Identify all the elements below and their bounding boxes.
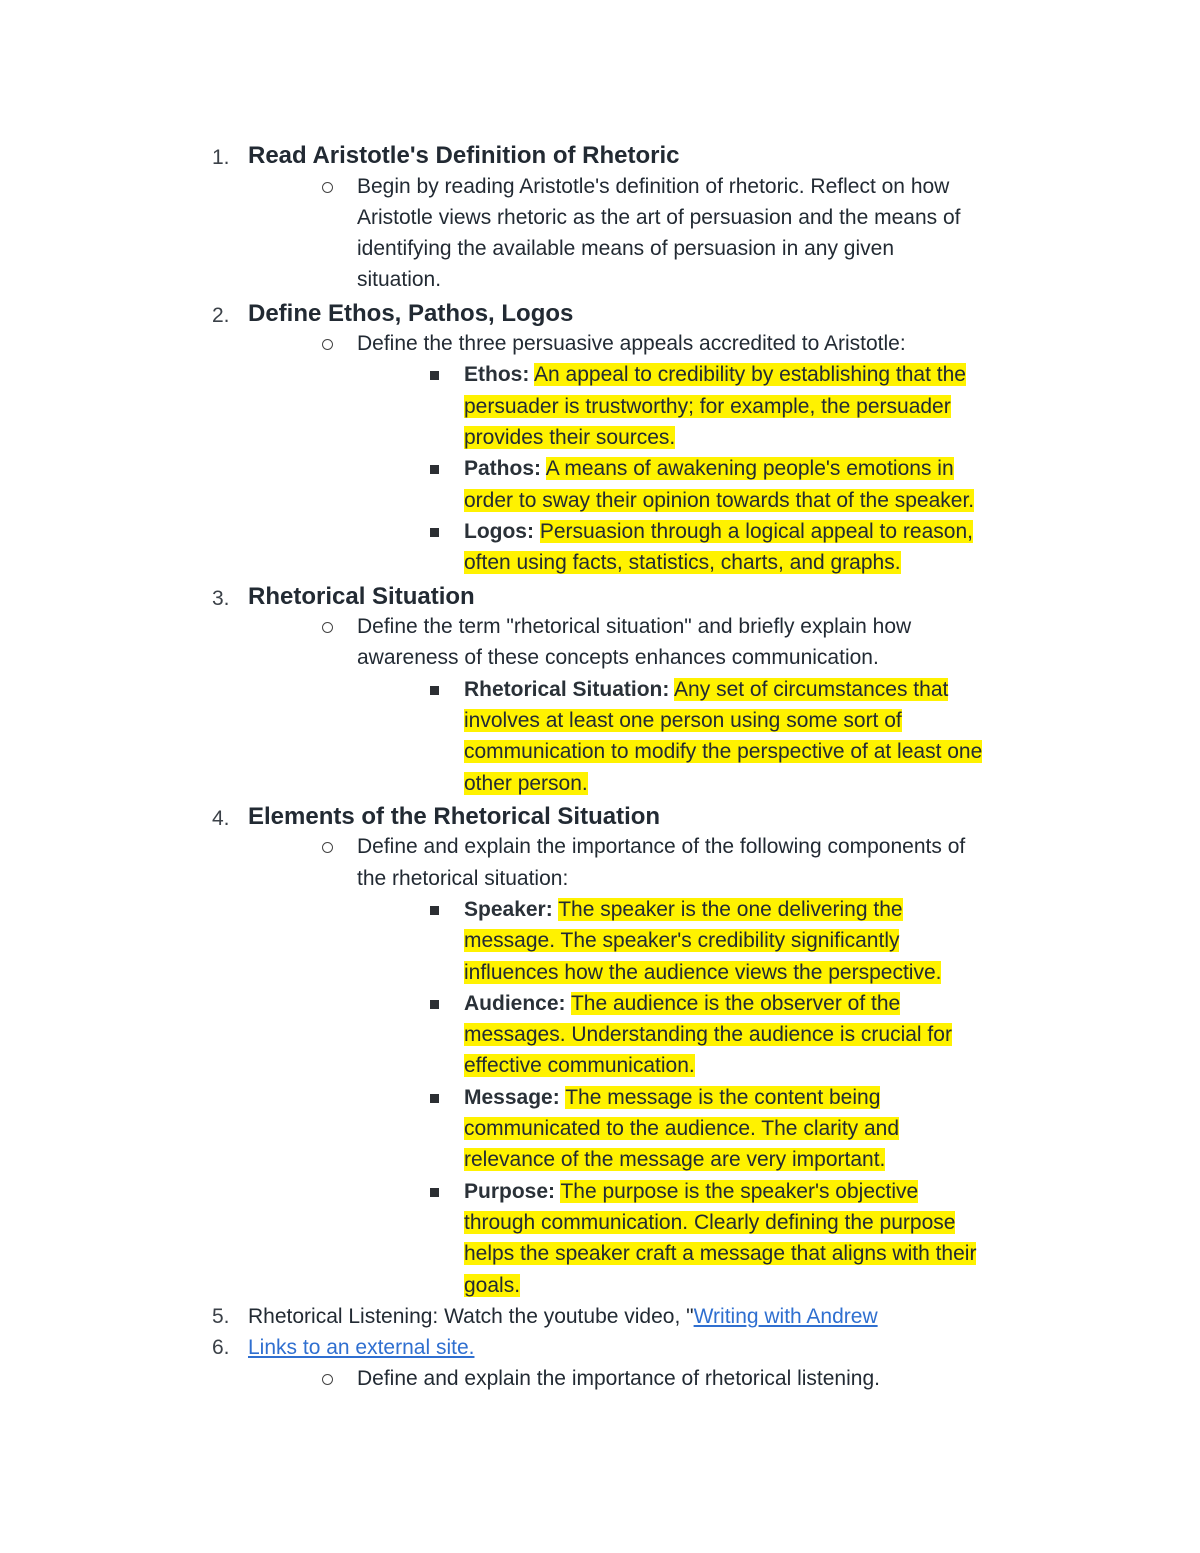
sub-bullet-line xyxy=(0,611,1200,642)
assignment-outline xyxy=(0,138,1200,1395)
square-bullet-icon xyxy=(430,1000,439,1009)
section-heading: Define Ethos, Pathos, Logos xyxy=(248,299,574,327)
highlighted-definition: Any set of circumstances that xyxy=(674,677,949,701)
hollow-circle-bullet-icon xyxy=(322,842,333,853)
highlighted-definition: Persuasion through a logical appeal to reason, xyxy=(539,519,973,543)
definition-term: Audience: xyxy=(464,991,566,1015)
definition-line xyxy=(0,705,1200,736)
sub-bullet-line xyxy=(0,831,1200,862)
definition-line xyxy=(0,988,1200,1019)
definition-term: Purpose: xyxy=(464,1179,556,1203)
section-heading-row xyxy=(0,799,1200,832)
definition-line xyxy=(0,547,1200,578)
definition-text xyxy=(464,736,982,767)
definition-text xyxy=(464,453,954,484)
highlighted-definition: persuader is trustworthy; for example, the persuader xyxy=(464,394,951,418)
definition-line xyxy=(0,1050,1200,1081)
list-item-text xyxy=(248,1332,474,1363)
definition-line xyxy=(0,516,1200,547)
definition-text xyxy=(464,547,901,578)
definition-text xyxy=(464,1270,520,1301)
definition-text xyxy=(464,1050,695,1081)
external-site-link[interactable]: Links to an external site. xyxy=(248,1336,475,1360)
definition-text xyxy=(464,1113,899,1144)
definition-text xyxy=(464,516,973,547)
definition-line xyxy=(0,1082,1200,1113)
definition-line xyxy=(0,485,1200,516)
sub-bullet-text: Aristotle views rhetoric as the art of persuasion and the means of xyxy=(357,205,961,229)
section-heading-row xyxy=(0,579,1200,612)
definition-line xyxy=(0,925,1200,956)
definition-line xyxy=(0,1019,1200,1050)
highlighted-definition: helps the speaker craft a message that aligns with their xyxy=(464,1242,977,1266)
definition-text xyxy=(464,674,948,705)
definition-term: Pathos: xyxy=(464,457,542,481)
definition-line xyxy=(0,674,1200,705)
highlighted-definition: communicated to the audience. The clarity and xyxy=(464,1117,900,1141)
square-bullet-icon xyxy=(430,371,439,380)
sub-bullet-line xyxy=(0,264,1200,295)
square-bullet-icon xyxy=(430,686,439,695)
section-heading: Read Aristotle's Definition of Rhetoric xyxy=(248,142,680,169)
definition-term: Speaker: xyxy=(464,897,553,921)
definition-line xyxy=(0,736,1200,767)
definition-line xyxy=(0,453,1200,484)
definition-text xyxy=(464,1238,976,1269)
highlighted-definition: An appeal to credibility by establishing that the xyxy=(534,363,966,387)
list-number: 1. xyxy=(212,146,230,169)
definition-line xyxy=(0,957,1200,988)
rhetorical-listening-text: Rhetorical Listening: Watch the youtube video, " xyxy=(248,1304,694,1328)
sub-bullet-text: situation. xyxy=(357,268,442,292)
definition-term: Rhetorical Situation: xyxy=(464,677,670,701)
definition-text xyxy=(464,485,974,516)
definition-term: Message: xyxy=(464,1085,560,1109)
hollow-circle-bullet-icon xyxy=(322,182,333,193)
definition-line xyxy=(0,1113,1200,1144)
square-bullet-icon xyxy=(430,1094,439,1103)
sub-bullet-line xyxy=(0,328,1200,359)
definition-text xyxy=(464,359,966,390)
list-number: 2. xyxy=(212,303,230,327)
list-number: 4. xyxy=(212,806,230,830)
definition-line xyxy=(0,1207,1200,1238)
highlighted-definition: message. The speaker's credibility significantly xyxy=(464,929,900,953)
highlighted-definition: often using facts, statistics, charts, and graphs. xyxy=(464,551,901,575)
sub-bullet-text: Begin by reading Aristotle's definition of rhetoric. Reflect on how xyxy=(357,174,950,198)
list-item-text xyxy=(248,1301,878,1332)
highlighted-definition: other person. xyxy=(464,771,588,795)
definition-text xyxy=(464,1144,885,1175)
sub-bullet-line xyxy=(0,233,1200,264)
definition-text xyxy=(464,1082,880,1113)
section-heading: Elements of the Rhetorical Situation xyxy=(248,802,661,830)
highlighted-definition: A means of awakening people's emotions in xyxy=(545,457,954,481)
highlighted-definition: communication to modify the perspective of at least one xyxy=(464,740,983,764)
sub-bullet-text: awareness of these concepts enhances communication. xyxy=(357,646,879,670)
definition-term: Logos: xyxy=(464,519,534,543)
definition-line xyxy=(0,1270,1200,1301)
list-number: 5. xyxy=(212,1304,230,1328)
definition-line xyxy=(0,422,1200,453)
highlighted-definition: influences how the audience views the perspective. xyxy=(464,960,942,984)
square-bullet-icon xyxy=(430,1188,439,1197)
sub-bullet-line xyxy=(0,1363,1200,1394)
definition-text xyxy=(464,1019,952,1050)
definition-line xyxy=(0,768,1200,799)
highlighted-definition: The audience is the observer of the xyxy=(570,991,901,1015)
definition-text xyxy=(464,957,941,988)
square-bullet-icon xyxy=(430,906,439,915)
highlighted-definition: provides their sources. xyxy=(464,426,676,450)
definition-text xyxy=(464,1207,955,1238)
definition-line xyxy=(0,1144,1200,1175)
section-heading-row xyxy=(0,138,1200,171)
sub-bullet-text: Define the term "rhetorical situation" and briefly explain how xyxy=(357,615,912,639)
sub-bullet-line xyxy=(0,202,1200,233)
square-bullet-icon xyxy=(430,528,439,537)
definition-text xyxy=(464,422,675,453)
list-item-6 xyxy=(0,1332,1200,1363)
list-number: 6. xyxy=(212,1336,230,1360)
hollow-circle-bullet-icon xyxy=(322,622,333,633)
highlighted-definition: through communication. Clearly defining the purpose xyxy=(464,1210,956,1234)
definition-line xyxy=(0,894,1200,925)
video-link[interactable]: Writing with Andrew xyxy=(693,1304,878,1328)
highlighted-definition: order to sway their opinion towards that of the speaker. xyxy=(464,488,975,512)
sub-bullet-text: Define the three persuasive appeals accredited to Aristotle: xyxy=(357,332,906,356)
list-number: 3. xyxy=(212,586,230,610)
sub-bullet-text: Define and explain the importance of the following components of xyxy=(357,835,966,859)
definition-text xyxy=(464,705,902,736)
list-item-5 xyxy=(0,1301,1200,1332)
definition-line xyxy=(0,359,1200,390)
highlighted-definition: involves at least one person using some sort of xyxy=(464,708,902,732)
definition-line xyxy=(0,1176,1200,1207)
square-bullet-icon xyxy=(430,465,439,474)
section-heading-row xyxy=(0,296,1200,329)
sub-bullet-text: the rhetorical situation: xyxy=(357,866,569,890)
highlighted-definition: messages. Understanding the audience is crucial for xyxy=(464,1023,952,1047)
definition-text xyxy=(464,768,588,799)
definition-text xyxy=(464,1176,918,1207)
highlighted-definition: The message is the content being xyxy=(565,1085,881,1109)
definition-line xyxy=(0,391,1200,422)
highlighted-definition: relevance of the message are very important. xyxy=(464,1148,886,1172)
sub-bullet-text: Define and explain the importance of rhetorical listening. xyxy=(357,1367,880,1391)
definition-text xyxy=(464,391,951,422)
definition-line xyxy=(0,1238,1200,1269)
definition-text xyxy=(464,988,900,1019)
hollow-circle-bullet-icon xyxy=(322,1374,333,1385)
definition-term: Ethos: xyxy=(464,363,530,387)
highlighted-definition: The purpose is the speaker's objective xyxy=(560,1179,919,1203)
highlighted-definition: The speaker is the one delivering the xyxy=(558,897,903,921)
definition-text xyxy=(464,894,903,925)
hollow-circle-bullet-icon xyxy=(322,339,333,350)
sub-bullet-line xyxy=(0,171,1200,202)
definition-text xyxy=(464,925,899,956)
highlighted-definition: effective communication. xyxy=(464,1054,695,1078)
sub-bullet-text: identifying the available means of persuasion in any given xyxy=(357,237,895,261)
section-heading: Rhetorical Situation xyxy=(248,582,475,610)
sub-bullet-line xyxy=(0,642,1200,673)
sub-bullet-line xyxy=(0,863,1200,894)
highlighted-definition: goals. xyxy=(464,1273,521,1297)
